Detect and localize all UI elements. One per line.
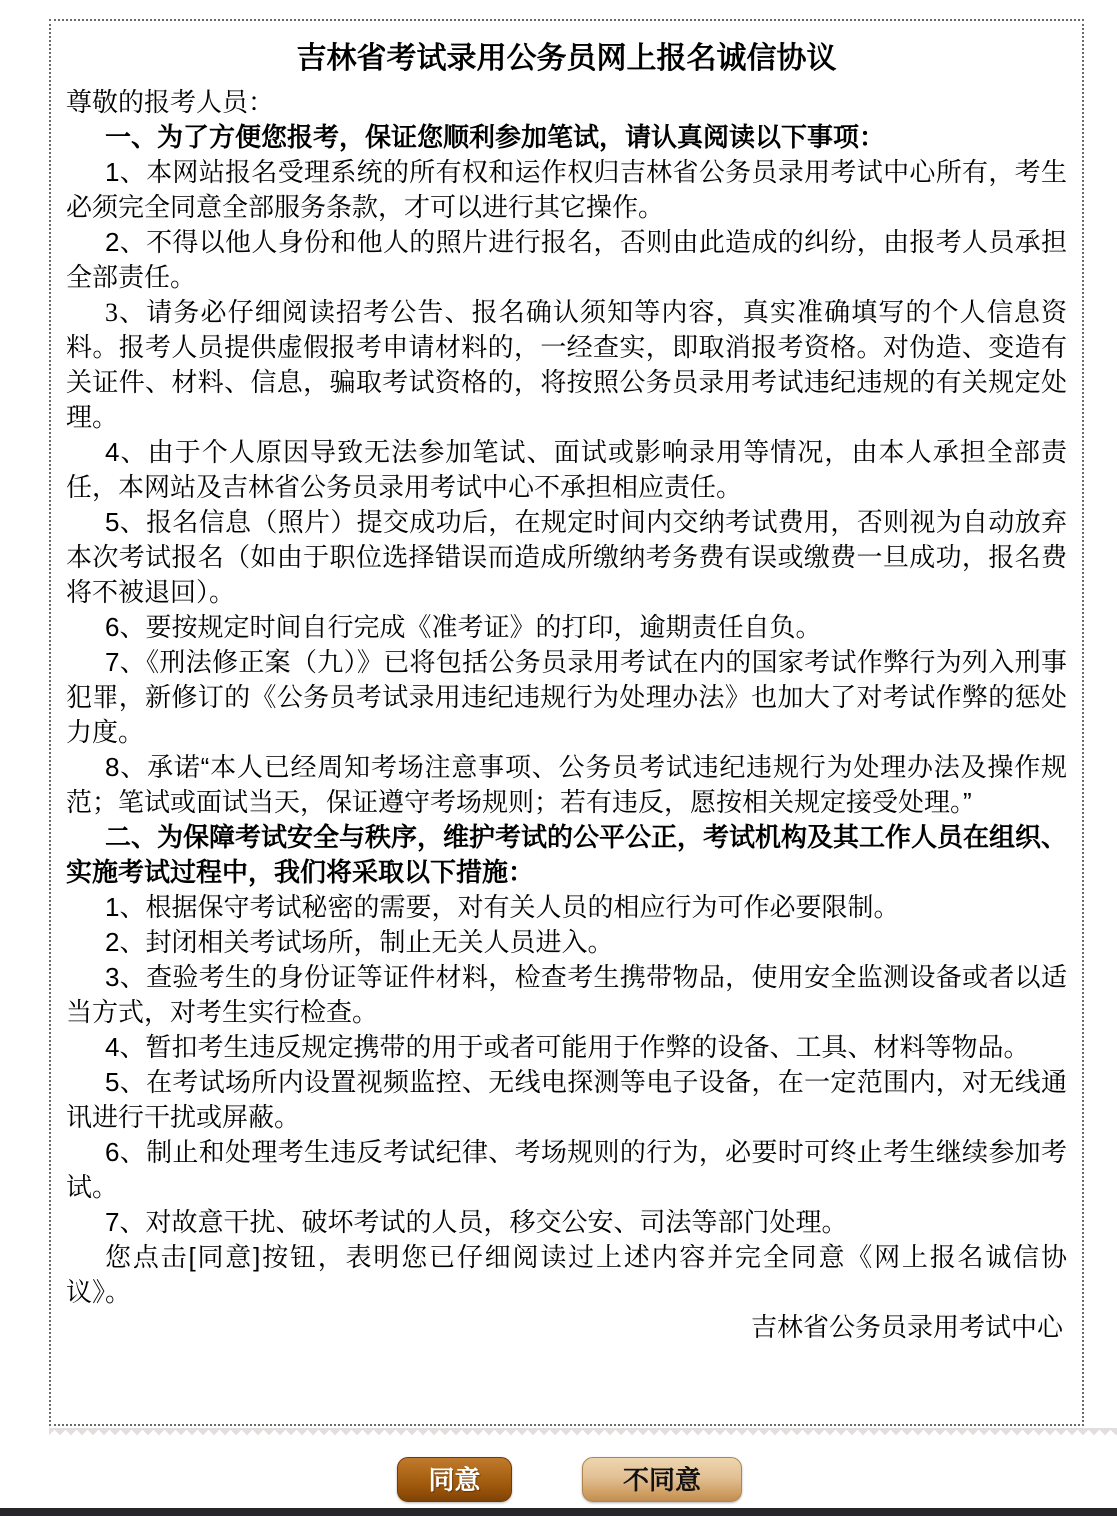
button-row (0, 1457, 1117, 1502)
agreement-item: 8、承诺“本人已经周知考场注意事项、公务员考试违纪违规行为处理办法及操作规范；笔试或面试当天，保证遵守考场规则；若有违反，愿按相关规定接受处理。” (66, 752, 1067, 817)
agreement-panel (49, 19, 1084, 1426)
bottom-bar (0, 1508, 1117, 1516)
agreement-item: 2、不得以他人身份和他人的照片进行报名，否则由此造成的纠纷，由报考人员承担全部责任。 (66, 227, 1067, 292)
agree-button[interactable]: 同意 (397, 1457, 512, 1502)
agreement-item: 4、由于个人原因导致无法参加笔试、面试或影响录用等情况，由本人承担全部责任，本网站及吉林省公务员录用考试中心不承担相应责任。 (66, 437, 1067, 502)
signature-text: 吉林省公务员录用考试中心 (750, 1312, 1063, 1342)
agreement-item: 6、要按规定时间自行完成《准考证》的打印，逾期责任自负。 (105, 612, 822, 642)
zigzag-divider (49, 1428, 1117, 1437)
greeting-text: 尊敬的报考人员： (66, 87, 275, 117)
agreement-item: 7、《刑法修正案（九）》已将包括公务员录用考试在内的国家考试作弊行为列入刑事犯罪，新修订的《公务员考试录用违纪违规行为处理办法》也加大了对考试作弊的惩处力度。 (66, 647, 1067, 747)
agreement-item: 6、制止和处理考生违反考试纪律、考场规则的行为，必要时可终止考生继续参加考试。 (66, 1137, 1067, 1202)
page-title: 吉林省考试录用公务员网上报名诚信协议 (296, 42, 837, 75)
agreement-item: 2、封闭相关考试场所，制止无关人员进入。 (105, 927, 614, 957)
agreement-item: 3、请务必仔细阅读招考公告、报名确认须知等内容，真实准确填写的个人信息资料。报考人员提供虚假报考申请材料的，一经查实，即取消报考资格。对伪造、变造有关证件、材料、信息，骗取考试资格的，将按照公务员录用考试违纪违规的有关规定处理。 (66, 298, 1067, 432)
section1-heading: 一、为了方便您报考，保证您顺利参加笔试，请认真阅读以下事项： (105, 122, 886, 152)
agreement-item: 1、本网站报名受理系统的所有权和运作权归吉林省公务员录用考试中心所有，考生必须完全同意全部服务条款，才可以进行其它操作。 (66, 157, 1067, 222)
agreement-item: 1、根据保守考试秘密的需要，对有关人员的相应行为可作必要限制。 (105, 892, 900, 922)
section2-heading: 二、为保障考试安全与秩序，维护考试的公平公正，考试机构及其工作人员在组织、实施考试过程中，我们将采取以下措施： (66, 822, 1068, 887)
agreement-item: 5、在考试场所内设置视频监控、无线电探测等电子设备，在一定范围内，对无线通讯进行干扰或屏蔽。 (66, 1067, 1067, 1132)
disagree-button[interactable]: 不同意 (582, 1457, 742, 1502)
agreement-item: 3、查验考生的身份证等证件材料，检查考生携带物品，使用安全监测设备或者以适当方式，对考生实行检查。 (66, 962, 1067, 1027)
agreement-item: 7、对故意干扰、破坏考试的人员，移交公安、司法等部门处理。 (105, 1207, 848, 1237)
agreement-item: 4、暂扣考生违反规定携带的用于或者可能用于作弊的设备、工具、材料等物品。 (105, 1032, 1030, 1062)
closing-text: 您点击[同意]按钮，表明您已仔细阅读过上述内容并完全同意《网上报名诚信协议》。 (66, 1242, 1067, 1307)
agreement-item: 5、报名信息（照片）提交成功后，在规定时间内交纳考试费用，否则视为自动放弃本次考试报名（如由于职位选择错误而造成所缴纳考务费有误或缴费一旦成功，报名费将不被退回）。 (66, 507, 1067, 607)
